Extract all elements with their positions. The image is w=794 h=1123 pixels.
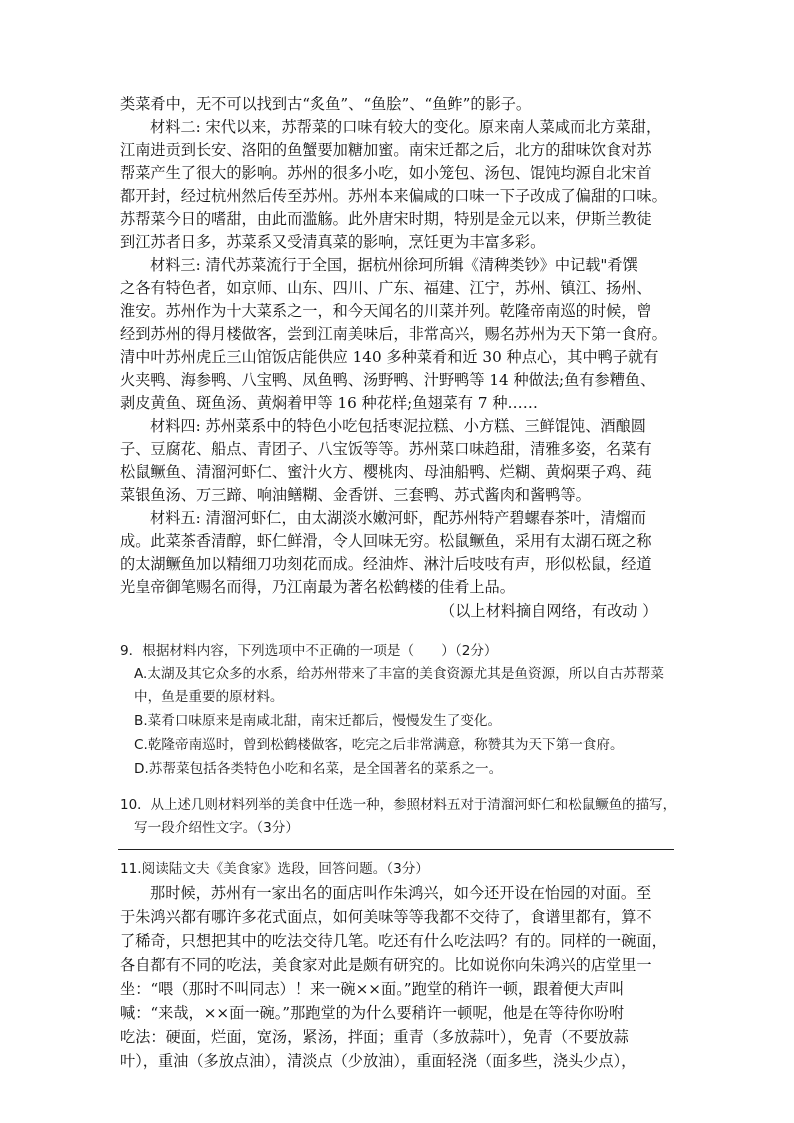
excerpt-line: 了稀奇，只想把其中的吃法交待几笔。吃还有什么吃法吗？有的。同样的一碗面， <box>120 932 667 950</box>
passage-line: 苏帮菜今日的嗜甜，由此而滥觞。此外唐宋时期，特别是金元以来，伊斯兰教徒 <box>120 210 652 228</box>
question-9-option-a-cont: 中，鱼是重要的原材料。 <box>134 689 284 705</box>
passage-line: 都开封，经过杭州然后传至苏州。苏州本来偏咸的口味一下子改成了偏甜的口味。 <box>120 187 667 205</box>
question-9-option-b: B.菜肴口味原来是南咸北甜，南宋迁都后，慢慢发生了变化。 <box>134 713 502 729</box>
question-10-stem: 10．从上述几则材料列举的美食中任选一种，参照材料五对于清溜河虾仁和松鼠鳜鱼的描写， <box>120 797 677 813</box>
passage-line: 清中叶苏州虎丘三山馆饭店能供应 140 多种菜肴和近 30 种点心，其中鸭子就有 <box>120 348 659 366</box>
excerpt-line: 叶），重油（多放点油），清淡点（少放油），重面轻浇（面多些，浇头少点）， <box>120 1052 637 1070</box>
passage-line: 江南进贡到长安、洛阳的鱼蟹要加糖加蜜。南宋迁都之后，北方的甜味饮食对苏 <box>120 141 652 159</box>
excerpt-line: 于朱鸿兴都有哪许多花式面点，如何美味等等我都不交待了，食谱里都有，算不 <box>120 908 652 926</box>
passage-line: 松鼠鳜鱼、清溜河虾仁、蜜汁火方、樱桃肉、母油船鸭、烂糊、黄焖栗子鸡、莼 <box>120 463 652 481</box>
question-9-option-c: C.乾隆帝南巡时，曾到松鹤楼做客，吃完之后非常满意，称赞其为天下第一食府。 <box>134 737 624 753</box>
question-10-stem-cont: 写一段介绍性文字。（3分） <box>134 820 299 836</box>
excerpt-line: 吃法：硬面，烂面，宽汤，紧汤，拌面；重青（多放蒜叶），免青（不要放蒜 <box>120 1028 629 1046</box>
passage-line: 材料四: 苏州菜系中的特色小吃包括枣泥拉糕、小方糕、三鲜馄饨、酒酿圆 <box>150 417 646 435</box>
passage-line: 类菜肴中，无不可以找到古“炙鱼”、“鱼脍”、“鱼鲊”的影子。 <box>120 95 532 113</box>
passage-line: 之各有特色者，如京师、山东、四川、广东、福建、江宁，苏州、镇江、扬州、 <box>120 279 652 297</box>
excerpt-line: 坐：“喂（那时不叫同志）！来一碗××面。”跑堂的稍许一顿，跟着便大声叫 <box>120 980 625 998</box>
passage-line: 材料二: 宋代以来，苏帮菜的口味有较大的变化。原来南人菜咸而北方菜甜， <box>150 118 662 136</box>
passage-line: 材料五: 清溜河虾仁，由太湖淡水嫩河虾，配苏州特产碧螺春茶叶，清熘而 <box>150 509 646 527</box>
passage-line: 菜银鱼汤、万三蹄、响油鳝糊、金香饼、三套鸭、苏式酱肉和酱鸭等。 <box>120 486 591 504</box>
source-note: （以上材料摘自网络，有改动 ） <box>440 602 658 620</box>
question-11-stem: 11.阅读陆文夫《美食家》选段，回答问题。（3分） <box>120 861 429 877</box>
excerpt-line: 各自都有不同的吃法，美食家对此是颇有研究的。比如说你向朱鸿兴的店堂里一 <box>120 956 652 974</box>
passage-line: 到江苏者日多，苏菜系又受清真菜的影响，烹饪更为丰富多彩。 <box>120 233 546 251</box>
passage-line: 火夹鸭、海参鸭、八宝鸭、凤鱼鸭、汤野鸭、汁野鸭等 14 种做法;鱼有参糟鱼、 <box>120 371 656 389</box>
passage-line: 淮安。苏州作为十大菜系之一，和今天闻名的川菜并列。乾隆帝南巡的时候，曾 <box>120 302 652 320</box>
passage-line: 帮菜产生了很大的影响。苏州的很多小吃，如小笼包、汤包、馄饨均源自北宋首 <box>120 164 652 182</box>
passage-line: 的太湖鳜鱼加以精细刀功刻花而成。经油炸、淋汁后吱吱有声，形似松鼠，经道 <box>120 555 652 573</box>
passage-line: 成。此菜茶香清醇，虾仁鲜滑，令人回味无穷。松鼠鳜鱼，采用有太湖石斑之称 <box>120 532 652 550</box>
answer-line <box>118 849 674 850</box>
passage-line: 经到苏州的得月楼做客，尝到江南美味后，非常高兴，赐名苏州为天下第一食府。 <box>120 325 667 343</box>
question-9-stem: 9．根据材料内容，下列选项中不正确的一项是（ ）（2分） <box>120 643 498 659</box>
question-9-option-d: D.苏帮菜包括各类特色小吃和名菜，是全国著名的菜系之一。 <box>134 761 503 777</box>
passage-line: 子、豆腐花、船点、青团子、八宝饭等等。苏州菜口味趋甜，清雅多姿，名菜有 <box>120 440 652 458</box>
excerpt-line: 喊：“来哉，××面一碗。”那跑堂的为什么要稍许一顿呢，他是在等待你吩咐 <box>120 1004 625 1022</box>
excerpt-line: 那时候，苏州有一家出名的面店叫作朱鸿兴，如今还开设在怡园的对面。至 <box>150 884 652 902</box>
passage-line: 剥皮黄鱼、斑鱼汤、黄焖着甲等 16 种花样;鱼翅菜有 7 种…… <box>120 394 538 412</box>
question-9-option-a: A.太湖及其它众多的水系，给苏州带来了丰富的美食资源尤其是鱼资源，所以自古苏帮菜 <box>134 666 664 682</box>
passage-line: 光皇帝御笔赐名而得，乃江南最为著名松鹤楼的佳肴上品。 <box>120 578 515 596</box>
passage-line: 材料三: 清代苏菜流行于全国，据杭州徐珂所辑《清稗类钞》中记载"肴馔 <box>150 256 638 274</box>
